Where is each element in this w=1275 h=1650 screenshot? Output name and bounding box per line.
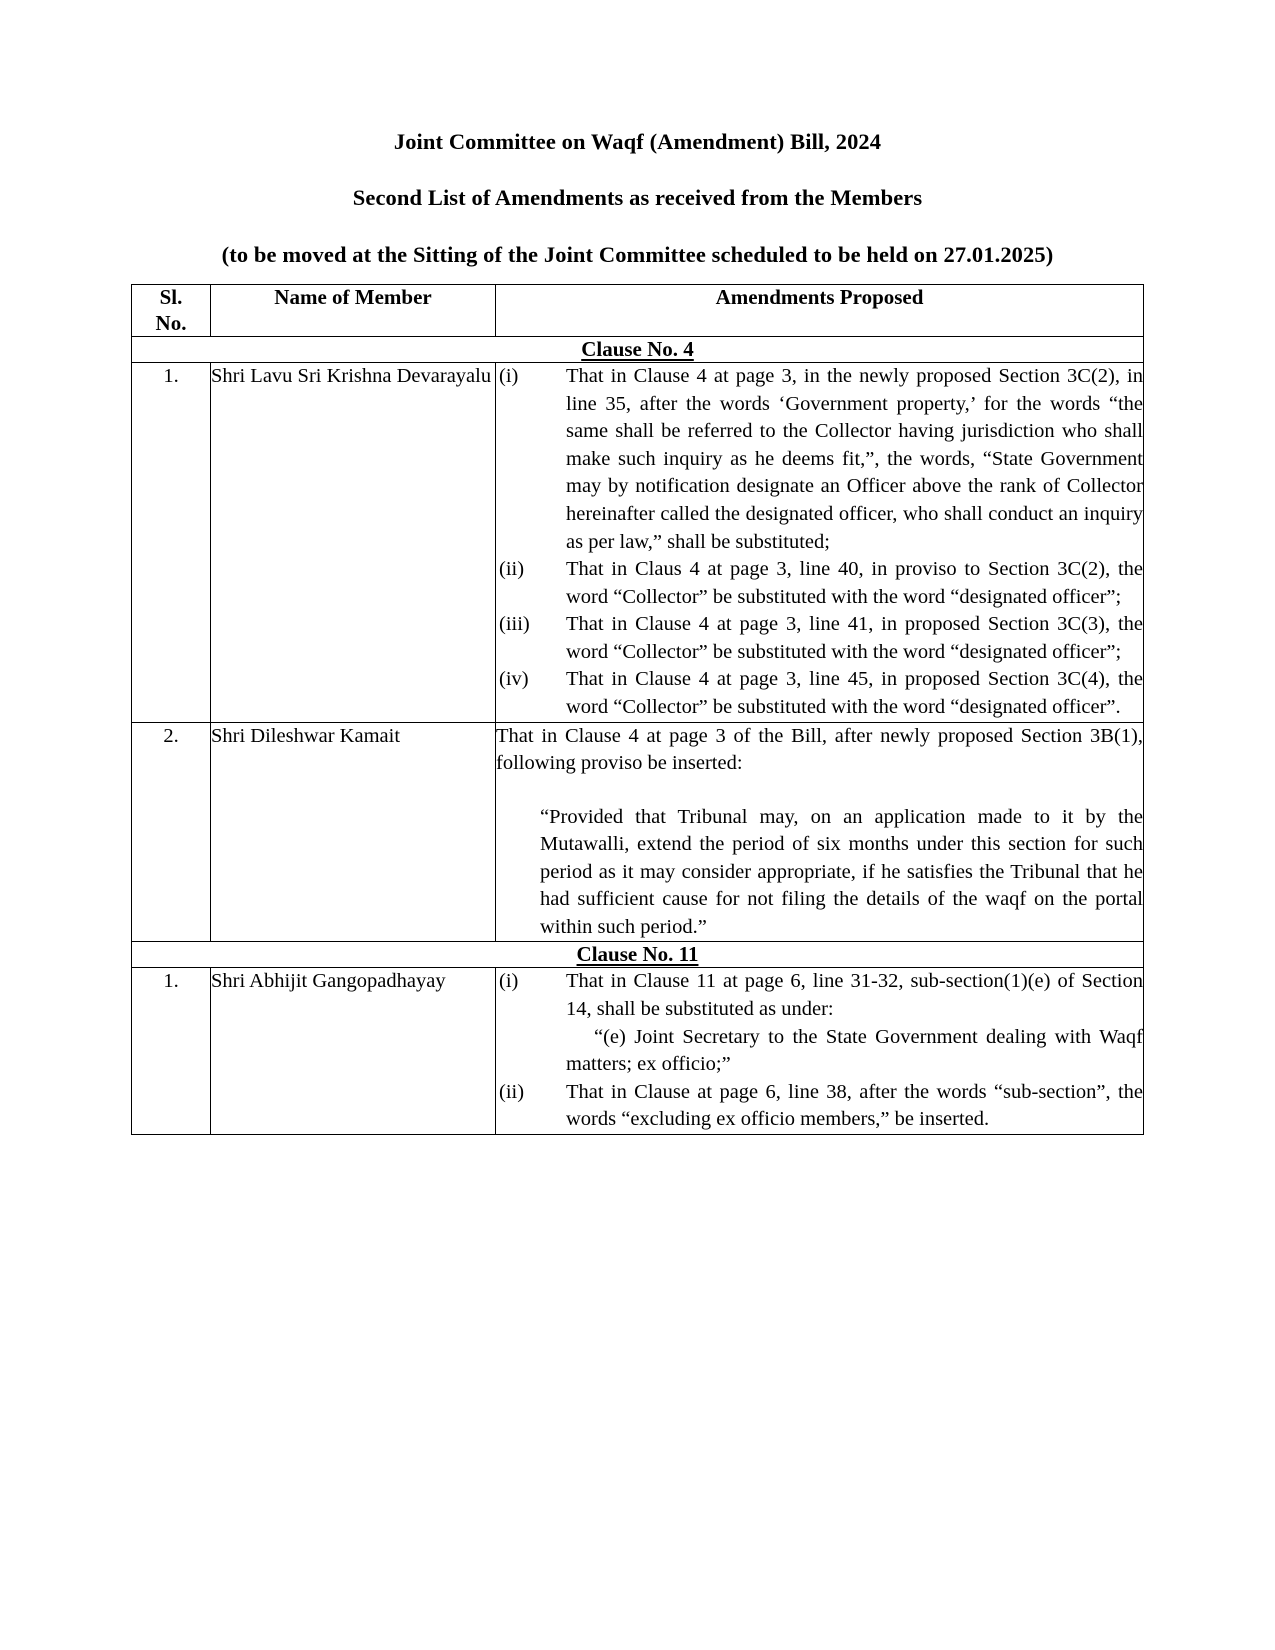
amendment-item-subquote: “(e) Joint Secretary to the State Government dealing with Waqf matters; ex officio;” <box>566 1025 1143 1076</box>
amendment-item <box>496 1079 1143 1134</box>
document-heading <box>0 0 1275 268</box>
column-header-sl-no-line1: Sl. <box>159 285 183 309</box>
row-amendments <box>496 722 1144 942</box>
clause-band-text-11: Clause No. 11 <box>576 942 699 967</box>
amendment-item-marker: (i) <box>499 970 519 993</box>
row-sl-no: 1. <box>132 968 211 1134</box>
clause-band-text-4: Clause No. 4 <box>581 337 694 362</box>
amendment-item-text: That in Clause 4 at page 3, line 45, in proposed Section 3C(4), the word “Collector” be substituted with the word “designated officer”. <box>566 668 1143 718</box>
column-header-sl-no-line2: No. <box>155 310 187 335</box>
amendment-item <box>496 363 1143 556</box>
amendment-item <box>496 611 1143 666</box>
amendment-item-text: That in Clause 11 at page 6, line 31-32, sub-section(1)(e) of Section 14, shall be substituted as under: <box>566 970 1143 1021</box>
amendment-lead-paragraph: That in Clause 4 at page 3 of the Bill, after newly proposed Section 3B(1), following proviso be inserted: <box>496 724 1143 775</box>
table-row <box>132 363 1144 722</box>
clause-band-label-4 <box>132 337 1144 363</box>
amendment-item-list <box>496 968 1143 1133</box>
clause-band-row-4 <box>132 337 1144 363</box>
amendment-item-marker: (i) <box>499 365 519 388</box>
column-header-name-of-member: Name of Member <box>211 285 496 337</box>
table-header-row <box>132 285 1144 337</box>
row-amendments <box>496 968 1144 1134</box>
row-member-name: Shri Abhijit Gangopadhayay <box>211 968 496 1134</box>
table-row <box>132 968 1144 1134</box>
row-sl-no: 2. <box>132 722 211 942</box>
amendment-item <box>496 968 1143 1078</box>
amendment-item-text: That in Clause 4 at page 3, in the newly proposed Section 3C(2), in line 35, after the words ‘Government property,’ for the words “the same shall be referred to the Collector having jurisdiction who shall make such inquiry as he deems fit,”, the words, “State Government may by notification designate an Officer above the rank of Collector hereinafter called the designated officer, who shall conduct an inquiry as per law,” shall be substituted; <box>566 365 1143 553</box>
amendment-item-marker: (ii) <box>499 558 525 581</box>
amendment-item-marker: (iii) <box>499 613 530 636</box>
clause-band-row-11 <box>132 942 1144 968</box>
amendment-item <box>496 556 1143 611</box>
amendment-quoted-proviso-wrapper <box>496 804 1143 942</box>
amendment-item-marker: (iv) <box>499 668 529 691</box>
column-header-amendments-proposed: Amendments Proposed <box>496 285 1144 337</box>
document-subtitle: Second List of Amendments as received from the Members <box>352 185 923 210</box>
document-note: (to be moved at the Sitting of the Joint Committee scheduled to be held on 27.01.2025) <box>221 242 1054 267</box>
clause-band-label-11 <box>132 942 1144 968</box>
page-title: Joint Committee on Waqf (Amendment) Bill, 2024 <box>393 129 882 154</box>
column-header-sl-no <box>132 285 211 337</box>
row-member-name: Shri Dileshwar Kamait <box>211 722 496 942</box>
amendment-item-text: That in Clause at page 6, line 38, after the words “sub-section”, the words “excluding ex officio members,” be inserted. <box>566 1080 1143 1131</box>
amendment-quoted-proviso: “Provided that Tribunal may, on an application made to it by the Mutawalli, extend the period of six months under this section for such period as it may consider appropriate, if he satisfies the Tribunal that he had sufficient cause for not filing the details of the waqf on the portal within such period.” <box>540 805 1143 938</box>
row-sl-no: 1. <box>132 363 211 722</box>
amendment-item-list <box>496 363 1143 721</box>
table-row <box>132 722 1144 942</box>
amendment-item-text: That in Clause 4 at page 3, line 41, in proposed Section 3C(3), the word “Collector” be substituted with the word “designated officer”; <box>566 613 1143 663</box>
amendments-table <box>131 284 1144 1135</box>
amendment-item <box>496 666 1143 721</box>
amendment-item-text: That in Claus 4 at page 3, line 40, in proviso to Section 3C(2), the word “Collector” be substituted with the word “designated officer”; <box>566 558 1143 608</box>
row-amendments <box>496 363 1144 722</box>
amendment-item-marker: (ii) <box>499 1080 525 1103</box>
row-member-name: Shri Lavu Sri Krishna Devarayalu <box>211 363 496 722</box>
